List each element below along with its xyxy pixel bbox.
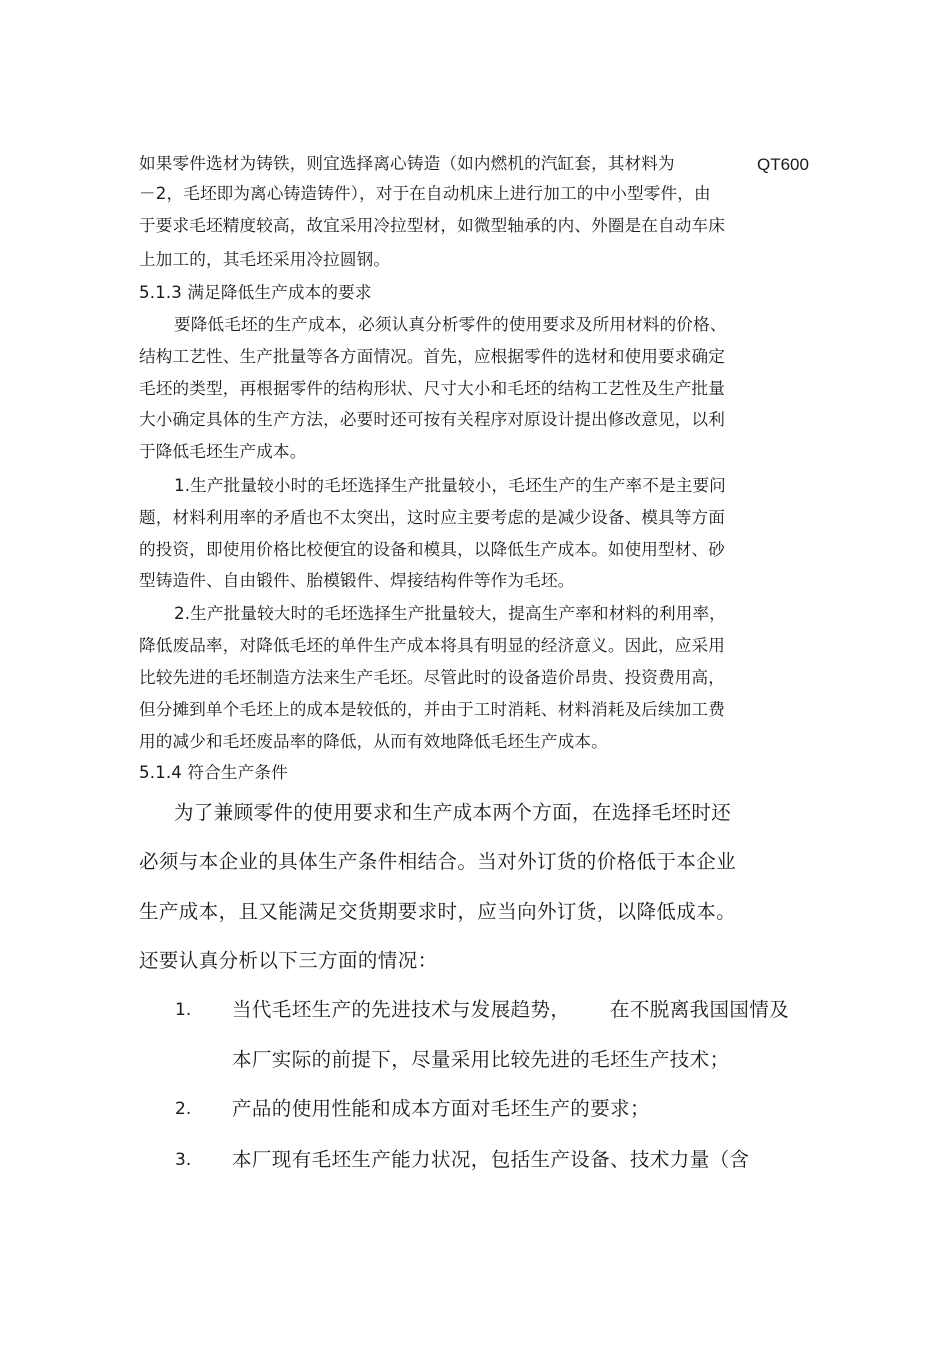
list-item-1-text-continued: 在不脱离我国国情及 [610, 998, 790, 1021]
list-item-2-text: 产品的使用性能和成本方面对毛坯生产的要求； [232, 1097, 650, 1120]
section-513-heading: 5.1.3 满足降低生产成本的要求 [139, 283, 372, 302]
casting-para-line-1: 如果零件选材为铸铁，则宜选择离心铸造（如内燃机的汽缸套，其材料为 [139, 154, 675, 173]
section-513-intro-line: 结构工艺性、生产批量等各方面情况。首先，应根据零件的选材和使用要求确定 [139, 347, 726, 366]
list-item-2-number: 2. [175, 1099, 192, 1119]
section-514-intro-line: 还要认真分析以下三方面的情况： [139, 949, 438, 972]
point-2-line: 用的减少和毛坯废品率的降低，从而有效地降低毛坯生产成本。 [139, 732, 608, 751]
list-item-3-number: 3. [175, 1150, 192, 1170]
casting-para-line-4: 上加工的，其毛坯采用冷拉圆钢。 [139, 250, 391, 269]
list-item-3-text: 本厂现有毛坯生产能力状况，包括生产设备、技术力量（含 [232, 1148, 750, 1171]
casting-para-line-3: 于要求毛坯精度较高，故宜采用冷拉型材，如微型轴承的内、外圈是在自动车床 [139, 216, 726, 235]
section-513-intro-line: 要降低毛坯的生产成本，必须认真分析零件的使用要求及所用材料的价格、 [174, 315, 727, 334]
list-item-1-text-line-2: 本厂实际的前提下，尽量采用比较先进的毛坯生产技术； [232, 1048, 730, 1071]
point-1-line: 的投资，即使用价格比校便宜的设备和模具，以降低生产成本。如使用型材、砂 [139, 540, 726, 559]
list-item-1-number: 1. [175, 1000, 192, 1020]
point-1-line: 型铸造件、自由锻件、胎模锻件、焊接结构件等作为毛坯。 [139, 571, 575, 590]
section-513-intro-line: 于降低毛坯生产成本。 [139, 442, 307, 461]
casting-para-material-code: QT600 [757, 155, 809, 174]
section-514-heading: 5.1.4 符合生产条件 [139, 763, 288, 782]
point-2-line: 降低废品率，对降低毛坯的单件生产成本将具有明显的经济意义。因此，应采用 [139, 636, 726, 655]
section-514-intro-line: 生产成本，且又能满足交货期要求时，应当向外订货，以降低成本。 [139, 900, 737, 923]
point-2-line: 但分摊到单个毛坯上的成本是较低的，并由于工时消耗、材料消耗及后续加工费 [139, 700, 726, 719]
section-513-intro-line: 毛坯的类型，再根据零件的结构形状、尺寸大小和毛坯的结构工艺性及生产批量 [139, 379, 726, 398]
list-item-1-text: 当代毛坯生产的先进技术与发展趋势， [232, 998, 571, 1021]
section-514-intro-line: 为了兼顾零件的使用要求和生产成本两个方面，在选择毛坯时还 [174, 801, 732, 824]
point-1-line: 1.生产批量较小时的毛坯选择生产批量较小，毛坯生产的生产率不是主要问 [174, 476, 726, 495]
section-514-intro-line: 必须与本企业的具体生产条件相结合。当对外订货的价格低于本企业 [139, 850, 737, 873]
casting-para-line-2: －2，毛坯即为离心铸造铸件），对于在自动机床上进行加工的中小型零件，由 [139, 184, 711, 203]
section-513-intro-line: 大小确定具体的生产方法，必要时还可按有关程序对原设计提出修改意见，以利 [139, 410, 726, 429]
point-1-line: 题，材料利用率的矛盾也不太突出，这时应主要考虑的是减少设备、模具等方面 [139, 508, 726, 527]
point-2-line: 2.生产批量较大时的毛坯选择生产批量较大，提高生产率和材料的利用率， [174, 604, 726, 623]
point-2-line: 比较先进的毛坯制造方法来生产毛坯。尽管此时的设备造价昂贵、投资费用高， [139, 668, 726, 687]
